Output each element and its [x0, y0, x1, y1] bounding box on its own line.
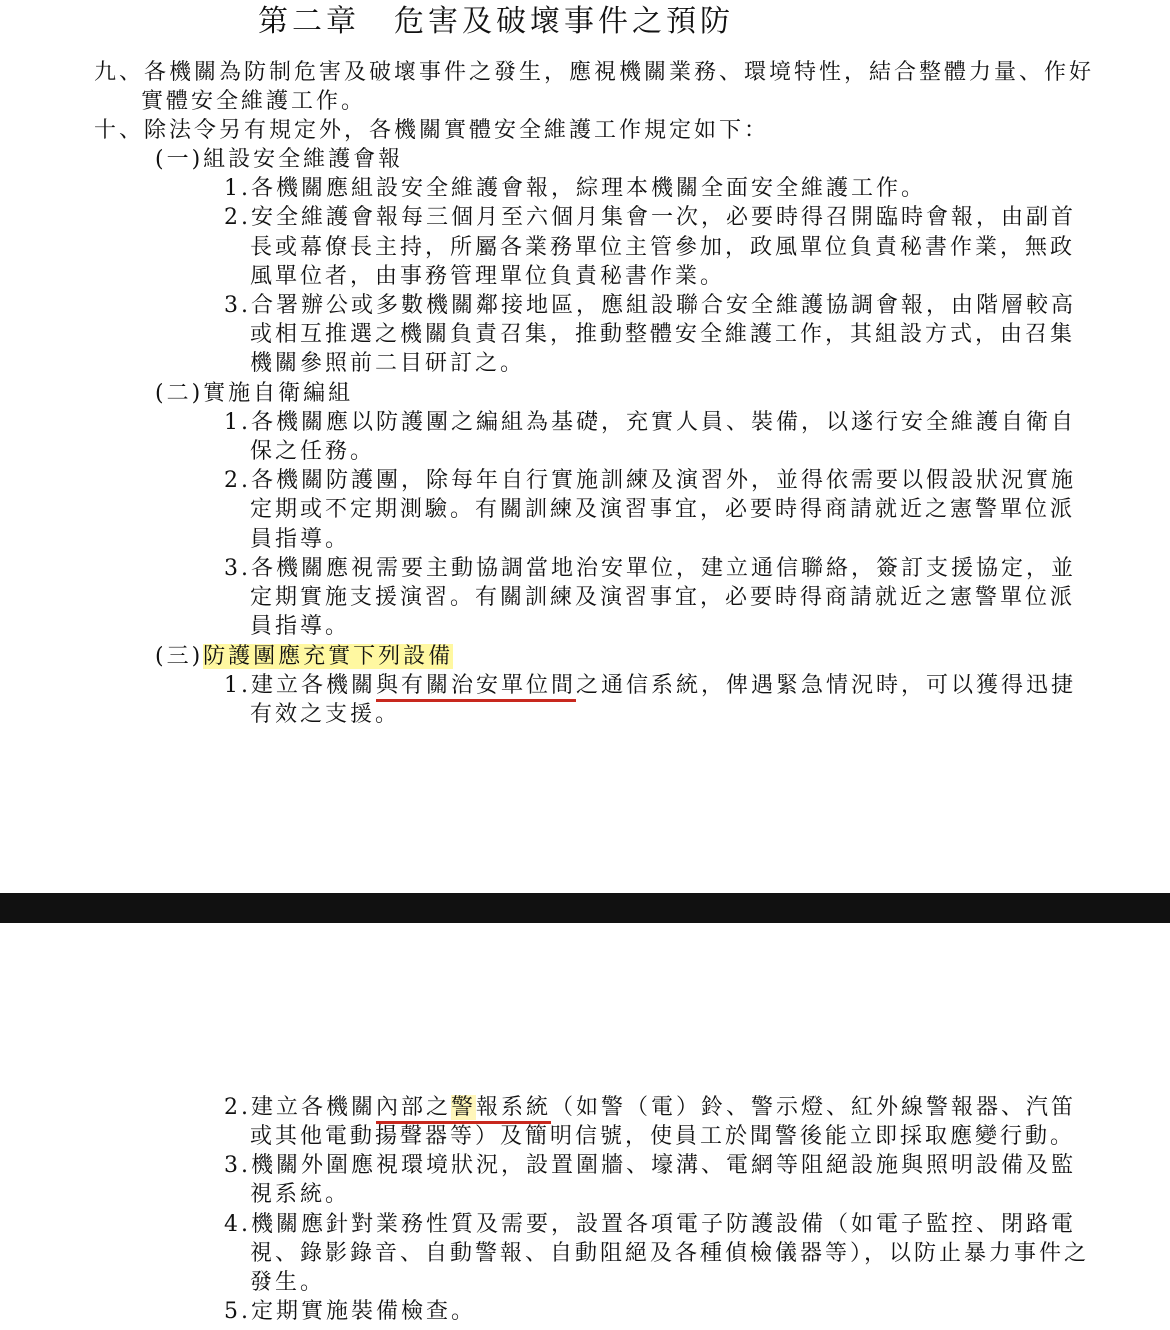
sub2-item-1-line-2: 保之任務。: [250, 439, 376, 464]
sub1-item-3-line-1: 3.合署辦公或多數機關鄰接地區，應組設聯合安全維護協調會報，由階層較高: [224, 293, 1076, 318]
sub3-item-1-line-2: 有效之支援。: [250, 702, 401, 727]
sub3-item-4-line-3: 發生。: [250, 1270, 326, 1295]
sub3-item-4-line-2: 視、錄影錄音、自動警報、自動阻絕及各種偵檢儀器等），以防止暴力事件之: [250, 1241, 1090, 1266]
sub1-item-1: 1.各機關應組設安全維護會報，綜理本機關全面安全維護工作。: [224, 176, 926, 201]
subsection-3-heading: [155, 642, 453, 671]
sub2-item-3-line-3: 員指導。: [250, 614, 351, 639]
sub2-item-3-line-1: 3.各機關應視需要主動協調當地治安單位，建立通信聯絡，簽訂支援協定，並: [224, 556, 1076, 581]
sub3-item-3-line-2: 視系統。: [250, 1182, 351, 1207]
highlighted-char: 警: [451, 1095, 477, 1120]
underlined-phrase-2: [376, 1095, 551, 1124]
sub1-item-3-line-3: 機關參照前二目研訂之。: [250, 351, 526, 376]
highlighted-heading-text: 防護團應充實下列設備: [203, 644, 454, 669]
page-divider: [0, 893, 1170, 923]
sub3-item-2-post: （如警（電）鈴、警示燈、紅外線警報器、汽笛: [551, 1095, 1077, 1120]
sub2-item-2-line-2: 定期或不定期測驗。有關訓練及演習事宜，必要時得商請就近之憲警單位派: [250, 497, 1076, 522]
sub2-item-2-line-3: 員指導。: [250, 527, 351, 552]
sub2-item-1-line-1: 1.各機關應以防護團之編組為基礎，充實人員、裝備，以遂行安全維護自衛自: [224, 410, 1076, 435]
article-nine-line-2: 實體安全維護工作。: [141, 89, 367, 114]
article-nine-line-1: 九、各機關為防制危害及破壞事件之發生，應視機關業務、環境特性，結合整體力量、作好: [94, 60, 1095, 85]
document-page-bottom: [0, 923, 1170, 1330]
sub3-item-2-line-1: [224, 1093, 1076, 1122]
underlined-phrase-2-part-c: 報系統: [476, 1095, 552, 1120]
sub1-item-2-line-3: 風單位者，由事務管理單位負責秘書作業。: [250, 264, 726, 289]
sub3-item-1-pre: 1.建立各機關: [224, 673, 376, 698]
subsection-2-heading: (二)實施自衛編組: [155, 381, 354, 406]
article-ten-line-1: 十、除法令另有規定外，各機關實體安全維護工作規定如下：: [94, 118, 770, 143]
sub2-item-3-line-2: 定期實施支援演習。有關訓練及演習事宜，必要時得商請就近之憲警單位派: [250, 585, 1076, 610]
sub3-item-5: 5.定期實施裝備檢查。: [224, 1299, 476, 1324]
sub3-item-1-post: 之通信系統，俾遇緊急情況時，可以獲得迅捷: [576, 673, 1077, 698]
sub2-item-2-line-1: 2.各機關防護團，除每年自行實施訓練及演習外，並得依需要以假設狀況實施: [224, 468, 1076, 493]
underlined-phrase-2-part-a: 內部之: [376, 1095, 452, 1120]
sub1-item-3-line-2: 或相互推選之機關負責召集，推動整體安全維護工作，其組設方式，由召集: [250, 322, 1076, 347]
sub3-item-1-line-1: [224, 671, 1076, 700]
subsection-1-heading: (一)組設安全維護會報: [155, 147, 404, 172]
sub3-item-2-line-2: 或其他電動揚聲器等）及簡明信號，使員工於聞警後能立即採取應變行動。: [250, 1124, 1076, 1149]
underlined-phrase-1: 與有關治安單位間: [376, 673, 576, 702]
sub3-item-3-line-1: 3.機關外圍應視環境狀況，設置圍牆、壕溝、電網等阻絕設施與照明設備及監: [224, 1153, 1076, 1178]
sub3-item-4-line-1: 4.機關應針對業務性質及需要，設置各項電子防護設備（如電子監控、閉路電: [224, 1212, 1076, 1237]
sub1-item-2-line-1: 2.安全維護會報每三個月至六個月集會一次，必要時得召開臨時會報，由副首: [224, 205, 1076, 230]
subsection-3-prefix: (三): [155, 644, 204, 669]
sub1-item-2-line-2: 長或幕僚長主持，所屬各業務單位主管參加，政風單位負責秘書作業，無政: [250, 235, 1076, 260]
sub3-item-2-pre: 2.建立各機關: [224, 1095, 376, 1120]
chapter-title: 第二章 危害及破壞事件之預防: [258, 4, 734, 39]
